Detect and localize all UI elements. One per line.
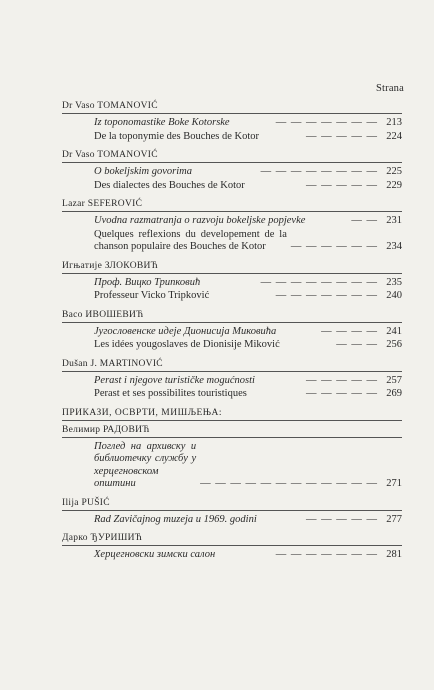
entry-title: Perast i njegove turističke mogućnosti [94,374,255,386]
toc-entry [62,131,402,144]
page-number: 240 [386,290,402,301]
toc-entry [62,339,402,352]
page-number: 229 [386,179,402,191]
author-name: Васо ИВОШЕВИЋ [62,309,402,323]
entry-leader-dashes: — — — — — — [290,241,378,252]
toc-group [62,100,402,143]
entry-leader-dashes: — — — — — [306,388,378,399]
page-number: 235 [386,276,402,288]
entry-leader-dashes: — — — — — — — — — — — — [200,478,378,489]
toc-group [62,497,402,527]
entry-title: Rad Zavičajnog muzeja u 1969. godini [94,513,257,525]
toc-entry [62,229,402,254]
author-name: Dr Vaso TOMANOVIĆ [62,149,402,163]
page-column-heading: Strana [375,83,404,94]
toc-group [62,198,402,254]
toc-entry [62,180,402,193]
toc-group [62,358,402,401]
entry-title: O bokeljskim govorima [94,166,192,177]
toc-entry [62,375,402,388]
entry-leader-dashes: — — — — — [306,374,378,386]
entry-leader-dashes: — — — — — [306,130,378,142]
page-number: 234 [386,241,402,252]
toc-entry [62,441,402,491]
author-name: Dr Vaso TOMANOVIĆ [62,100,402,114]
toc-entry [62,290,402,303]
entry-title: Херцегновски зимски салон [94,549,216,560]
entry-title: Iz toponomastike Boke Kotorske [94,117,230,128]
toc-entry [62,277,402,290]
entry-title: Поглед на архивску и библиотечку службу у херцегновском општини [94,440,197,489]
entry-leader-dashes: — — — [336,339,378,350]
toc-group [62,532,402,562]
entry-title: Les idées yougoslaves de Dionisije Miković [94,339,280,350]
author-name: Дарко ЂУРИШИЋ [62,532,402,546]
toc-group [62,424,402,491]
toc-entry [62,166,402,179]
toc-entry [62,549,402,562]
entry-title: Југословенске идеје Дионисија Миковића [94,325,277,337]
entry-title: Quelques reflexions du developement de la chanson populaire des Bouches de Kotor [94,228,287,252]
toc-group [62,309,402,352]
entry-leader-dashes: — — — — — — — [275,549,378,560]
page-number: 256 [386,339,402,350]
entry-title: Perast et ses possibilites touristiques [94,388,247,399]
toc-entry [62,388,402,401]
entry-leader-dashes: — — [351,215,378,226]
page-number: 271 [386,478,402,489]
author-name: Игњатије ЗЛОКОВИЋ [62,260,402,274]
page-number: 269 [386,388,402,399]
page-number: 277 [386,513,402,525]
entry-leader-dashes: — — — — — [306,179,378,191]
author-name: Ilija PUŠIĆ [62,497,402,511]
entry-leader-dashes: — — — — [321,325,378,337]
toc-entry [62,117,402,130]
page-number: 241 [386,325,402,337]
toc-entry [62,215,402,228]
section-heading: ПРИКАЗИ, ОСВРТИ, МИШЉЕЊА: [62,407,402,421]
page-number: 213 [386,117,402,128]
page-number: 281 [386,549,402,560]
author-name: Dušan J. MARTINOVIĆ [62,358,402,372]
author-name: Велимир РАДОВИЋ [62,424,402,438]
toc-group [62,149,402,192]
table-of-contents [62,100,402,568]
entry-leader-dashes: — — — — — — — — [260,276,378,288]
entry-title: Des dialectes des Bouches de Kotor [94,179,245,191]
page-number: 257 [386,374,402,386]
entry-leader-dashes: — — — — — — — [275,117,378,128]
page-number: 231 [386,215,402,226]
entry-leader-dashes: — — — — — — — — [260,166,378,177]
entry-title: Uvodna razmatranja o razvoju bokeljske popjevke [94,215,306,226]
page-number: 225 [386,166,402,177]
entry-leader-dashes: — — — — — [306,513,378,525]
page-number: 224 [386,130,402,142]
toc-entry [62,514,402,527]
entry-leader-dashes: — — — — — — — [275,290,378,301]
entry-title: Professeur Vicko Tripković [94,290,210,301]
entry-title: Проф. Вицко Трипковић [94,276,201,288]
entry-title: De la toponymie des Bouches de Kotor [94,130,260,142]
toc-entry [62,326,402,339]
toc-group [62,260,402,303]
author-name: Lazar SEFEROVIĆ [62,198,402,212]
